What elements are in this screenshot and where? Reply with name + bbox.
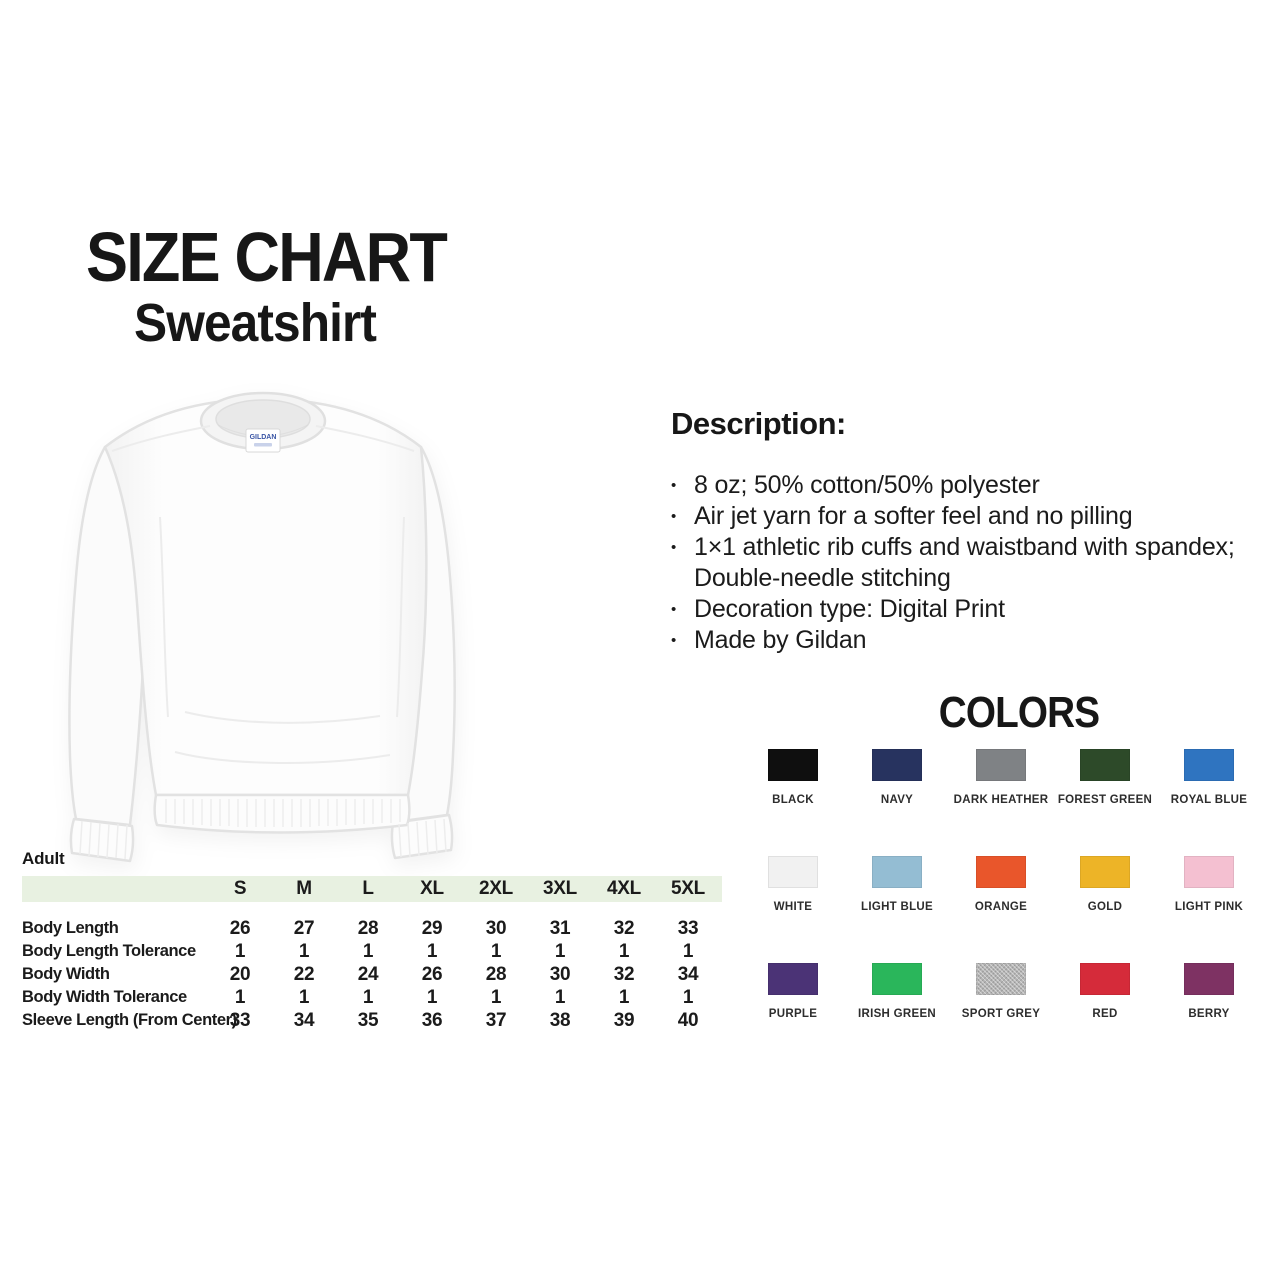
color-swatch-cell (1080, 856, 1130, 913)
color-swatch-cell (768, 856, 818, 913)
bullet-dot-icon: • (671, 508, 677, 525)
size-cell: 1 (362, 986, 374, 1008)
color-swatch-cell (858, 963, 936, 1020)
size-cell: 1 (234, 986, 246, 1008)
description-list (671, 470, 1277, 656)
size-cell: 1 (682, 986, 694, 1008)
size-cell: 1 (298, 940, 310, 962)
size-cell: 22 (293, 963, 315, 985)
color-swatch-cell (962, 963, 1040, 1020)
sweatshirt-svg (60, 366, 460, 868)
description-bullet (671, 470, 1277, 501)
color-swatch-cell (768, 749, 818, 806)
color-swatch-cell (1058, 749, 1152, 806)
size-table-row (22, 963, 722, 986)
size-column-header: L (362, 878, 374, 899)
color-swatch (976, 749, 1026, 781)
color-swatch (872, 856, 922, 888)
size-cell: 24 (357, 963, 379, 985)
size-cell: 1 (554, 940, 566, 962)
color-swatch (1184, 749, 1234, 781)
size-cell: 32 (613, 917, 635, 939)
size-cell: 28 (485, 963, 507, 985)
bullet-dot-icon: • (671, 477, 677, 494)
color-swatch-cell (1184, 963, 1234, 1020)
color-swatch (1080, 963, 1130, 995)
size-cell: 40 (677, 1009, 699, 1031)
color-swatch-cell (861, 856, 933, 913)
size-table-header-row (22, 876, 722, 902)
color-swatch-cell (1080, 963, 1130, 1020)
color-swatch-label: ROYAL BLUE (1170, 794, 1248, 806)
neck-tag (246, 429, 280, 452)
size-column-header: 3XL (543, 878, 577, 899)
color-swatch-cell (1171, 749, 1248, 806)
size-table-rows (22, 917, 722, 1032)
size-cell: 1 (362, 940, 374, 962)
size-cell: 30 (549, 963, 571, 985)
size-cell: 39 (613, 1009, 635, 1031)
sweatshirt-image (60, 366, 460, 868)
color-swatch-label: WHITE (773, 901, 813, 913)
size-cell: 1 (426, 940, 438, 962)
color-swatch-label: FOREST GREEN (1057, 794, 1153, 806)
size-table-row (22, 1009, 722, 1032)
color-swatch-label: GOLD (1087, 901, 1123, 913)
size-table-row (22, 940, 722, 963)
description-heading: Description: (671, 406, 846, 441)
size-cell: 1 (490, 940, 502, 962)
color-swatch-label: LIGHT PINK (1174, 901, 1244, 913)
size-cell: 1 (554, 986, 566, 1008)
bullet-text: Made by Gildan (694, 626, 867, 654)
description-bullet (671, 594, 1277, 625)
color-swatch (976, 856, 1026, 888)
size-cell: 38 (549, 1009, 571, 1031)
color-swatch-label: ORANGE (974, 901, 1028, 913)
color-swatch (1184, 963, 1234, 995)
color-swatch (1080, 856, 1130, 888)
color-swatch (872, 963, 922, 995)
size-cell: 20 (229, 963, 251, 985)
bullet-text: 8 oz; 50% cotton/50% polyester (694, 471, 1040, 499)
size-cell: 1 (682, 940, 694, 962)
color-swatch-label: LIGHT BLUE (861, 901, 933, 913)
size-table-row (22, 986, 722, 1009)
description-bullet (671, 532, 1277, 594)
size-column-header: XL (420, 878, 444, 899)
color-swatch (872, 749, 922, 781)
colors-heading: COLORS (938, 688, 1100, 737)
size-cell: 1 (298, 986, 310, 1008)
color-swatch-label: BERRY (1188, 1008, 1230, 1020)
page-subtitle: Sweatshirt (134, 293, 377, 353)
size-cell: 1 (426, 986, 438, 1008)
color-swatch-label: RED (1092, 1008, 1118, 1020)
color-swatch (1080, 749, 1130, 781)
bullet-dot-icon: • (671, 539, 677, 556)
size-cell: 34 (293, 1009, 315, 1031)
size-row-label: Sleeve Length (From Center) (22, 1011, 237, 1029)
size-group-label: Adult (22, 849, 65, 868)
bullet-text: Air jet yarn for a softer feel and no pilling (694, 502, 1133, 530)
size-cell: 37 (485, 1009, 507, 1031)
size-column-header: M (296, 878, 312, 899)
title-block (86, 218, 486, 353)
color-swatch (976, 963, 1026, 995)
bullet-text: Decoration type: Digital Print (694, 595, 1005, 623)
description-bullet (671, 501, 1277, 532)
description-bullet (671, 625, 1277, 656)
bullet-dot-icon: • (671, 632, 677, 649)
color-swatch-label: DARK HEATHER (953, 794, 1049, 806)
size-cell: 30 (485, 917, 507, 939)
size-table-section (22, 849, 722, 1032)
neck-tag-text: GILDAN (249, 434, 277, 441)
color-swatch-cell (872, 749, 922, 806)
size-column-header: 2XL (479, 878, 513, 899)
size-cell: 33 (229, 1009, 251, 1031)
color-swatch-label: NAVY (880, 794, 914, 806)
size-row-label: Body Length (22, 919, 119, 937)
size-cell: 1 (618, 986, 630, 1008)
bullet-dot-icon: • (671, 601, 677, 618)
color-swatch (768, 963, 818, 995)
colors-section (741, 688, 1261, 1020)
size-cell: 26 (421, 963, 443, 985)
size-cell: 29 (421, 917, 443, 939)
size-cell: 31 (549, 917, 571, 939)
color-swatch-grid (741, 749, 1261, 1020)
page-title: SIZE CHART (86, 218, 446, 296)
color-swatch (1184, 856, 1234, 888)
color-swatch-label: BLACK (772, 794, 814, 806)
size-cell: 34 (677, 963, 699, 985)
size-cell: 28 (357, 917, 379, 939)
color-swatch-cell (1175, 856, 1243, 913)
color-swatch (768, 856, 818, 888)
size-cell: 27 (293, 917, 315, 939)
size-row-label: Body Length Tolerance (22, 942, 196, 960)
size-table-row (22, 917, 722, 940)
color-swatch-label: IRISH GREEN (857, 1008, 937, 1020)
size-cell: 35 (357, 1009, 379, 1031)
torso (105, 399, 426, 795)
size-cell: 32 (613, 963, 635, 985)
size-cell: 1 (490, 986, 502, 1008)
size-row-label: Body Width Tolerance (22, 988, 187, 1006)
color-swatch-cell (954, 749, 1049, 806)
color-swatch-label: PURPLE (768, 1008, 818, 1020)
size-cell: 1 (618, 940, 630, 962)
size-cell: 36 (421, 1009, 443, 1031)
color-swatch-label: SPORT GREY (961, 1008, 1041, 1020)
color-swatch (768, 749, 818, 781)
size-cell: 1 (234, 940, 246, 962)
bullet-text: 1×1 athletic rib cuffs and waistband with spandex; Double-needle stitching (694, 533, 1235, 592)
size-column-header: S (233, 878, 247, 899)
size-row-label: Body Width (22, 965, 110, 983)
size-cell: 33 (677, 917, 699, 939)
color-swatch-cell (768, 963, 818, 1020)
color-swatch-cell (975, 856, 1027, 913)
description-section (671, 406, 1277, 656)
size-cell: 26 (229, 917, 251, 939)
size-column-header: 4XL (607, 878, 641, 899)
size-column-header: 5XL (671, 878, 705, 899)
